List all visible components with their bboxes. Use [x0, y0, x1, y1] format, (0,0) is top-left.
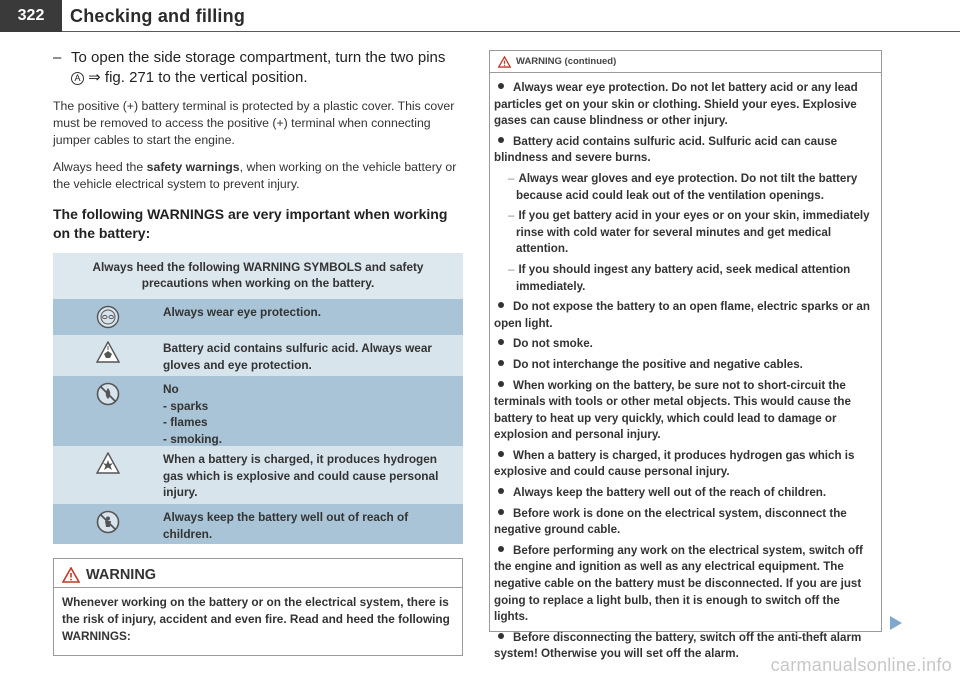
warning-bullet: Before work is done on the electrical system, disconnect the negative ground cable. — [494, 506, 847, 537]
step-text-1: To open the side storage compartment, turn the two pins — [71, 49, 446, 66]
warning-bullet: Before disconnecting the battery, switch off the anti-theft alarm system! Otherwise you will set off the alarm. — [494, 630, 862, 661]
no-fire-icon — [53, 376, 163, 446]
warning-continued-header — [490, 51, 881, 73]
callout-a-icon: A — [71, 72, 84, 85]
warning-title — [54, 559, 462, 588]
bullet-dot-icon — [498, 509, 504, 515]
step-dash: – — [53, 49, 62, 66]
bullet-dot-icon — [498, 83, 504, 89]
symbol-row — [53, 299, 463, 335]
warning-triangle-icon — [62, 567, 80, 583]
bullet-dot-icon — [498, 633, 504, 639]
safety-paragraph: Always heed the safety warnings, when working on the vehicle battery or the vehicle electrical system to prevent injury. — [53, 160, 457, 191]
eye-protection-icon — [53, 299, 163, 335]
warnings-heading: The following WARNINGS are very important when working on the battery: — [53, 206, 448, 241]
symbol-text: When a battery is charged, it produces hydrogen gas which is explosive and could cause personal injury. — [163, 452, 439, 499]
symbol-text: Always wear eye protection. — [163, 305, 322, 319]
symbol-row — [53, 335, 463, 376]
warning-symbols-table — [53, 253, 463, 544]
warning-sub-item: – If you should ingest any battery acid, seek medical attention immediately. — [508, 262, 851, 293]
bullet-dot-icon — [498, 339, 504, 345]
symbol-text: Always keep the battery well out of reach of children. — [163, 510, 409, 541]
warning-bullet: Do not interchange the positive and negative cables. — [494, 357, 877, 374]
warning-bullet: Do not expose the battery to an open flame, electric sparks or an open light. — [494, 300, 870, 330]
page-number: 322 — [17, 7, 45, 24]
warning-continued-box — [489, 50, 882, 661]
warning-sub-item: – If you get battery acid in your eyes or on your skin, immediately rinse with cold water for several minutes and get medical attention. — [508, 209, 870, 256]
acid-warning-icon — [53, 335, 163, 376]
symbols-table-header: Always heed the following WARNING SYMBOLS and safety precautions when working on the battery. — [53, 253, 463, 299]
symbol-text-list: No - sparks - flames - smoking. — [163, 382, 222, 446]
figure-reference-link[interactable]: ⇒ fig. 271 to the vertical position. — [88, 69, 308, 86]
warning-text: Whenever working on the battery or on the electrical system, there is the risk of injury, accident and even fire. Read and heed the following WARNINGS: — [62, 595, 450, 643]
keep-from-children-icon — [53, 504, 163, 544]
bullet-dot-icon — [498, 488, 504, 494]
symbol-row — [53, 504, 463, 544]
watermark: carmanualsonline.info — [770, 655, 952, 675]
warning-triangle-icon — [498, 56, 511, 68]
bullet-dot-icon — [498, 360, 504, 366]
warning-sub-item: – Always wear gloves and eye protection. Do not tilt the battery because acid could leak out of the ventilation openings. — [508, 171, 858, 202]
page-number-tab — [0, 0, 62, 32]
warning-list — [490, 73, 881, 663]
warning-box — [53, 558, 463, 656]
symbol-row — [53, 446, 463, 504]
bullet-dot-icon — [498, 302, 504, 308]
next-page-arrow-icon[interactable] — [889, 615, 903, 636]
warning-bullet: Battery acid contains sulfuric acid. Sulfuric acid can cause blindness and severe burns. — [494, 134, 838, 165]
terminal-cover-paragraph: The positive (+) battery terminal is protected by a plastic cover. This cover must be removed to access the positive (+) terminal when connecting jumper cables to start the engine. — [53, 99, 455, 147]
bullet-dot-icon — [498, 451, 504, 457]
warning-bullet: Do not smoke. — [494, 336, 877, 353]
page-title: Checking and filling — [70, 6, 246, 26]
warning-bullet: Always keep the battery well out of the reach of children. — [494, 485, 877, 502]
warning-bullet: Before performing any work on the electrical system, switch off the engine and ignition as well as any electrical equipment. The negative cable on the battery must be disconnected. If you are just going to replace a light bulb, then it is enough to switch off the lights. — [494, 543, 863, 624]
warning-bullet: When a battery is charged, it produces hydrogen gas which is explosive and could cause personal injury. — [494, 448, 855, 479]
explosive-gas-icon — [53, 446, 163, 504]
symbol-row — [53, 376, 463, 446]
warning-title-text: WARNING — [86, 567, 157, 583]
bullet-dot-icon — [498, 137, 504, 143]
warning-bullet: When working on the battery, be sure not to short-circuit the terminals with tools or other metal objects. This would cause the battery to heat up very quickly, which could lead to damage or explosion and personal injury. — [494, 378, 851, 442]
bullet-dot-icon — [498, 381, 504, 387]
warning-continued-title: WARNING (continued) — [516, 56, 617, 67]
header-rule — [62, 31, 960, 32]
warning-bullet: Always wear eye protection. Do not let battery acid or any lead particles get on your skin or clothing. Shield your eyes. Explosive gases can cause blindness or other injury. — [494, 81, 858, 128]
symbol-text: Battery acid contains sulfuric acid. Always wear gloves and eye protection. — [163, 341, 433, 372]
instruction-step — [53, 48, 463, 88]
left-column — [53, 48, 463, 656]
bullet-dot-icon — [498, 546, 504, 552]
